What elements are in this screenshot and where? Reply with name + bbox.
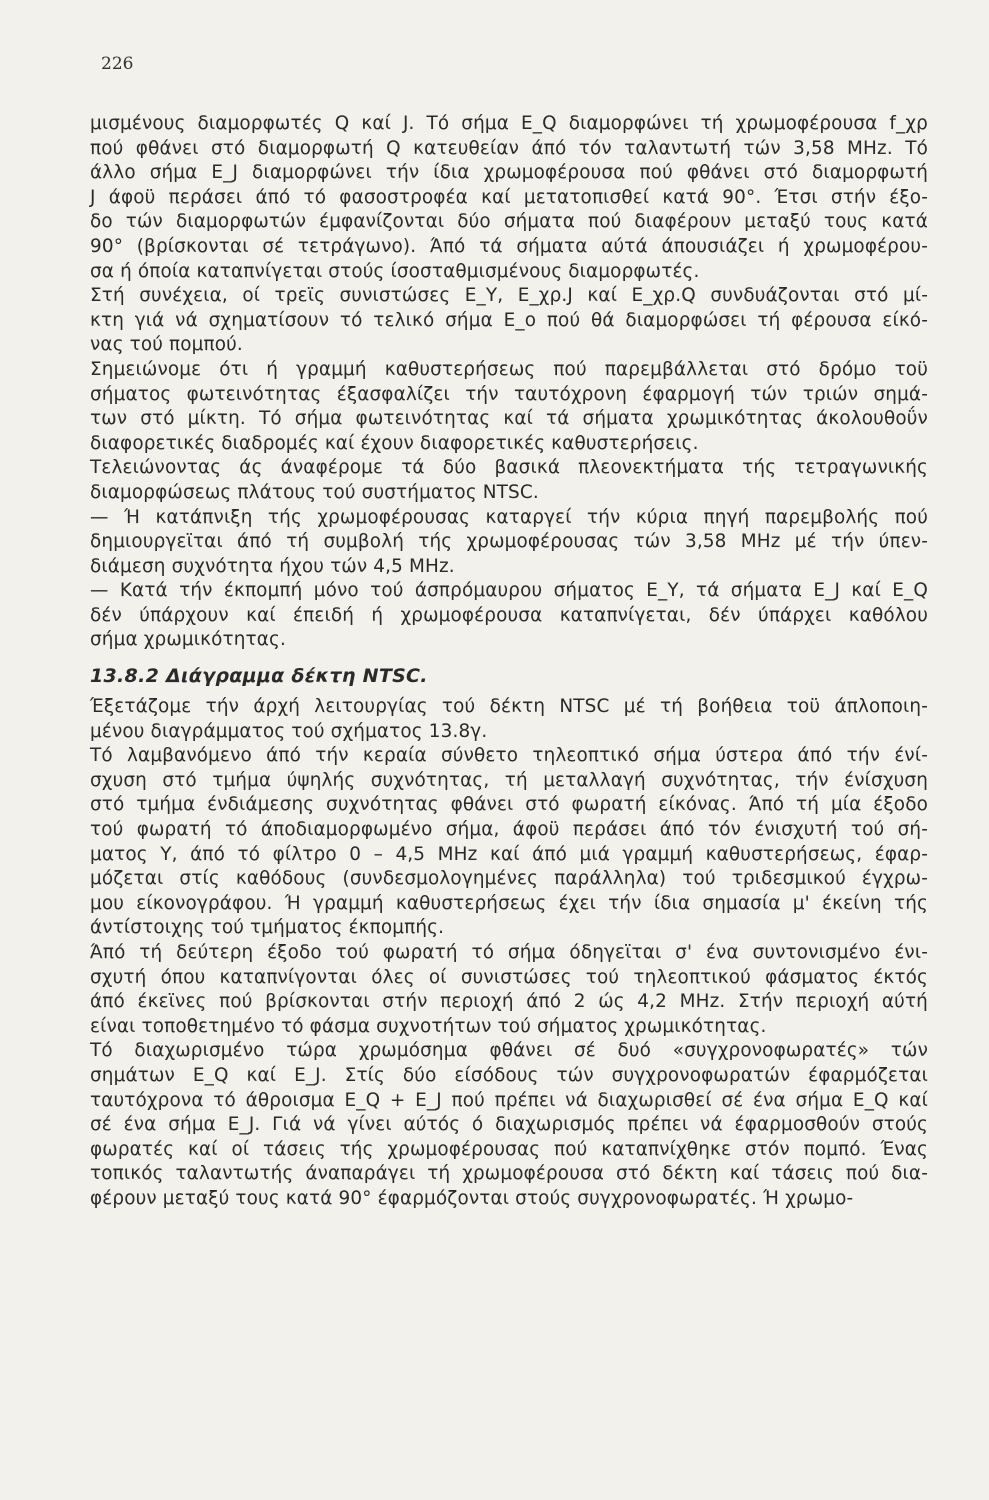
text-line: νας τού πομπού. — [90, 334, 243, 356]
text-line: μένου διαγράμματος τού σχήματος 13.8γ. — [90, 720, 488, 742]
text-line: Τό λαμβανόμενο άπό τήν κεραία σύνθετο τηλεοπτικό σήμα ύστερα άπό τήν ένί- — [90, 745, 928, 767]
text-line: Τελειώνοντας άς άναφέρομε τά δύο βασικά πλεονεκτήματα τής τετραγωνικής — [90, 457, 928, 479]
text-line: Στή συνέχεια, οί τρεϊς συνιστώσες E_Y, E_χρ.J καί E_χρ.Q συνδυάζονται στό μί- — [90, 285, 928, 307]
page-number: 226 — [101, 54, 134, 74]
text-line: Τό διαχωρισμένο τώρα χρωμόσημα φθάνει σέ δυό «συγχρονοφωρατές» τών — [90, 1040, 928, 1062]
text-line: διαμορφώσεως πλάτους τού συστήματος NTSC. — [90, 481, 539, 503]
text-line: σχυτή όπου καταπνίγονται όλες οί συνιστώσες τού τηλεοπτικού φάσματος έκτός — [90, 966, 928, 988]
text-line: Σημειώνομε ότι ή γραμμή καθυστερήσεως πού παρεμβάλλεται στό δρόμο τοϋ — [90, 358, 928, 380]
text-line: τοπικός ταλαντωτής άναπαράγει τή χρωμοφέρουσα στό δέκτη καί τάσεις πού δια- — [90, 1163, 928, 1185]
text-line: σα ή όποία καταπνίγεται στούς ίσοσταθμισμένους διαμορφωτές. — [90, 260, 700, 282]
text-line: μόζεται στίς καθόδους (συνδεσμολογημένες παράλληλα) τού τριδεσμικού έγχρω- — [90, 868, 928, 890]
text-line: πού φθάνει στό διαμορφωτή Q κατευθείαν άπό τόν ταλαντωτή τών 3,58 MHz. Τό — [90, 137, 928, 159]
text-line: στό τμήμα ένδιάμεσης συχνότητας φθάνει στό φωρατή είκόνας. Άπό τή μία έξοδο — [90, 794, 928, 816]
text-line: άντίστοιχης τού τμήματος έκπομπής. — [90, 917, 445, 939]
text-line: φέρουν μεταξύ τους κατά 90° έφαρμόζονται στούς συγχρονοφωρατές. Ή χρωμο- — [90, 1187, 854, 1209]
text-line: μου είκονογράφου. Ή γραμμή καθυστερήσεως έχει τήν ίδια σημασία μ' έκείνη τής — [90, 892, 928, 914]
paragraphs-after-heading — [90, 695, 928, 1211]
text-line: άλλο σήμα E_J διαμορφώνει τήν ίδια χρωμοφέρουσα πού φθάνει στό διαμορφωτή — [90, 162, 928, 184]
text-line: 90° (βρίσκονται σέ τετράγωνο). Άπό τά σήματα αύτά άπουσιάζει ή χρωμοφέρου- — [90, 235, 928, 257]
text-line: σέ ένα σήμα E_J. Γιά νά γίνει αύτός ό διαχωρισμός πρέπει νά έφαρμοσθούν στούς — [90, 1114, 928, 1136]
text-line: είναι τοποθετημένο τό φάσμα συχνοτήτων τού σήματος χρωμικότητας. — [90, 1015, 767, 1037]
text-line: μισμένους διαμορφωτές Q καί J. Τό σήμα E_Q διαμορφώνει τή χρωμοφέρουσα f_χρ — [90, 113, 928, 134]
text-line: των στό μίκτη. Τό σήμα φωτεινότητας καί τά σήματα χρωμικότητας άκολουθοΰν — [90, 408, 928, 430]
text-line: διάμεση συχνότητα ήχου τών 4,5 MHz. — [90, 555, 455, 577]
text-line: — Ή κατάπνιξη τής χρωμοφέρουσας καταργεί τήν κύρια πηγή παρεμβολής πού — [90, 506, 928, 528]
text-line: ματος Y, άπό τό φίλτρο 0 – 4,5 MHz καί άπό μιά γραμμή καθυστερήσεως, έφαρ- — [90, 843, 928, 865]
text-line: J άφοϋ περάσει άπό τό φασοστροφέα καί μετατοπισθεί κατά 90°. Έτσι στήν έξο- — [90, 186, 928, 208]
text-line: σχυση στό τμήμα ύψηλής συχνότητας, τή μεταλλαγή συχνότητας, τήν ένίσχυση — [90, 769, 928, 791]
text-line: δο τών διαμορφωτών έμφανίζονται δύο σήματα πού διαφέρουν μεταξύ τους κατά — [90, 211, 928, 233]
text-line: φωρατές καί οί τάσεις τής χρωμοφέρουσας πού καταπνίχθηκε στόν πομπό. Ένας — [90, 1138, 928, 1160]
text-line: άπό έκεϊνες πού βρίσκονται στήν περιοχή άπό 2 ώς 4,2 MHz. Στήν περιοχή αύτή — [90, 991, 928, 1013]
text-line: Άπό τή δεύτερη έξοδο τού φωρατή τό σήμα όδηγεϊται σ' ένα συντονισμένο ένι- — [90, 942, 928, 963]
section-heading: 13.8.2 Διάγραμμα δέκτη NTSC. — [90, 665, 428, 688]
text-line: σήματος φωτεινότητας έξασφαλίζει τήν ταυτόχρονη έφαρμογή τών τριών σημά- — [90, 383, 928, 405]
text-line: κτη γιά νά σχηματίσουν τό τελικό σήμα E_o πού θά διαμορφώσει τή φέρουσα είκό- — [90, 309, 928, 331]
text-line: τού φωρατή τό άποδιαμορφωμένο σήμα, άφοϋ περάσει άπό τόν ένισχυτή τού σή- — [90, 819, 928, 841]
text-line: διαφορετικές διαδρομές καί έχουν διαφορετικές καθυστερήσεις. — [90, 432, 699, 454]
text-line: δέν ύπάρχουν καί έπειδή ή χρωμοφέρουσα καταπνίγεται, δέν ύπάρχει καθόλου — [90, 604, 928, 626]
text-line: σήμα χρωμικότητας. — [90, 629, 286, 651]
text-line: — Κατά τήν έκπομπή μόνο τού άσπρόμαυρου σήματος E_Y, τά σήματα E_J καί E_Q — [90, 580, 928, 602]
text-line: ταυτόχρονα τό άθροισμα E_Q + E_J πού πρέπει νά διαχωρισθεί σέ ένα σήμα E_Q καί — [90, 1089, 928, 1111]
text-line: δημιουργεϊται άπό τή συμβολή τής χρωμοφέρουσας τών 3,58 MHz μέ τήν ύπεν- — [90, 531, 928, 553]
text-line: σημάτων E_Q καί E_J. Στίς δύο είσόδους τών συγχρονοφωρατών έφαρμόζεται — [90, 1064, 928, 1086]
text-body — [90, 112, 928, 1212]
text-line: Έξετάζομε τήν άρχή λειτουργίας τού δέκτη NTSC μέ τή βοήθεια τοϋ άπλοποιη- — [90, 696, 928, 718]
paragraphs-before-heading — [90, 112, 928, 653]
